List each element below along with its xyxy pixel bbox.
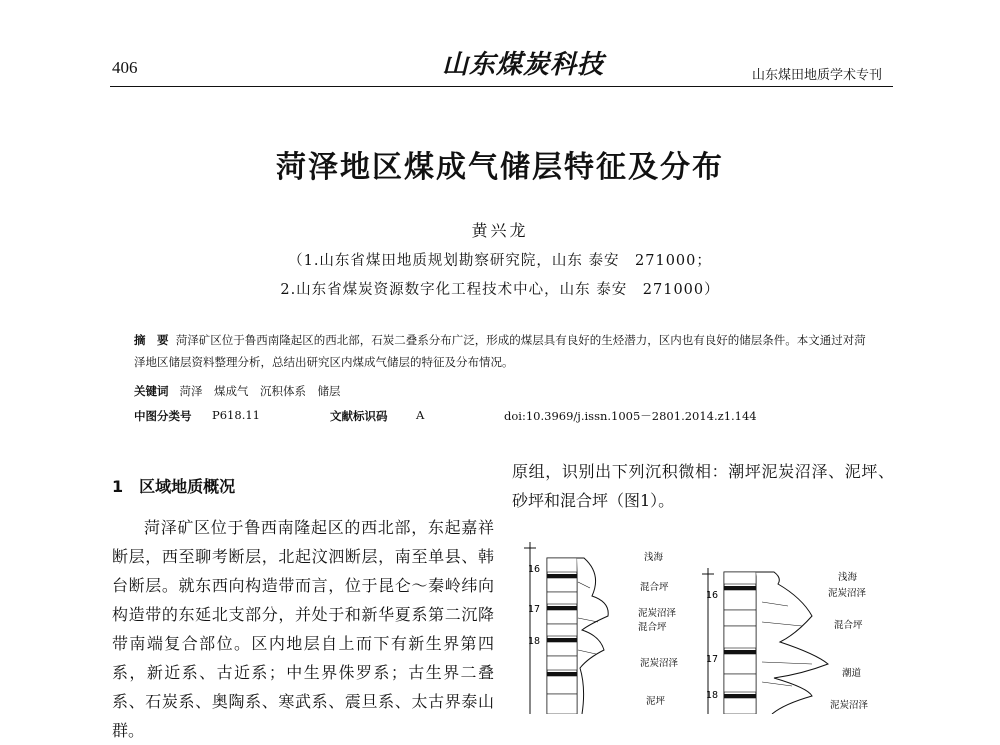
journal-logo: 山东煤炭科技 [442,50,605,80]
left-facies-label: 混合坪 [640,582,669,593]
doc-value: A [416,408,425,422]
abstract-label: 摘 要 [134,333,169,347]
right-column [702,568,869,714]
figure-1-stratigraphic-columns [512,538,894,714]
right-layer-number: 18 [706,690,719,701]
clc-label: 中图分类号 [134,409,192,423]
journal-subtitle: 山东煤田地质学术专刊 [752,68,883,83]
right-facies-label: 泥炭沼泽 [830,700,869,711]
clc-value: P618.11 [212,408,260,422]
left-facies-label: 浅海 [644,552,664,563]
affiliation-1: （1.山东省煤田地质规划勘察研究院，山东 泰安 271000； [288,253,712,269]
abstract-text: 菏泽矿区位于鲁西南隆起区的西北部，石炭二叠系分布广泛，形成的煤层具有良好的生烃潜力，区内也有良好的储层条件。本文通过对菏泽地区储层资料整理分析，总结出研究区内煤成气储层的特征及分布情况。 [134,333,866,369]
article-author: 黄兴龙 [471,221,529,240]
left-facies-label: 混合坪 [638,622,667,633]
left-layer-number: 16 [528,564,541,575]
right-facies-label: 浅海 [838,572,858,583]
left-layer-number: 18 [528,636,541,647]
doc-label: 文献标识码 [330,409,388,423]
abstract [134,329,874,373]
doi: doi:10.3969/j.issn.1005－2801.2014.z1.144 [504,409,757,423]
keywords-text: 菏泽 煤成气 沉积体系 储层 [179,384,341,398]
affiliation-2: 2.山东省煤炭资源数字化工程技术中心，山东 泰安 271000） [280,282,720,298]
paragraph-right: 原组，识别出下列沉积微相：潮坪泥炭沼泽、泥坪、砂坪和混合坪（图1）。 [512,462,894,510]
keywords [134,383,340,399]
left-facies-label: 泥炭沼泽 [638,608,677,619]
left-layer-number: 17 [528,604,541,615]
page-number: 406 [112,58,138,77]
right-facies-label: 泥炭沼泽 [828,588,867,599]
paragraph-left: 菏泽矿区位于鲁西南隆起区的西北部，东起嘉祥断层，西至聊考断层，北起汶泗断层，南至单县、韩台断层。就东西向构造带而言，位于昆仑～秦岭纬向构造带的东延北支部分，并处于和新华夏系第二沉降带南端复合部位。区内地层自上而下有新生界第四系，新近系、古近系；中生界侏罗系；古生界二叠系、石炭系、奥陶系、寒武系、震旦系、太古界泰山群。 [112,518,494,740]
right-facies-label: 潮道 [842,668,862,679]
header-rule [110,86,893,87]
left-facies-label: 泥炭沼泽 [640,658,679,669]
right-facies-label: 混合坪 [834,620,863,631]
right-layer-number: 17 [706,654,719,665]
article-title: 菏泽地区煤成气储层特征及分布 [276,150,724,185]
keywords-label: 关键词 [134,384,169,398]
left-column [524,542,679,714]
section-heading: 1 区域地质概况 [112,477,236,496]
right-layer-number: 16 [706,590,719,601]
left-facies-label: 泥坪 [646,696,666,707]
